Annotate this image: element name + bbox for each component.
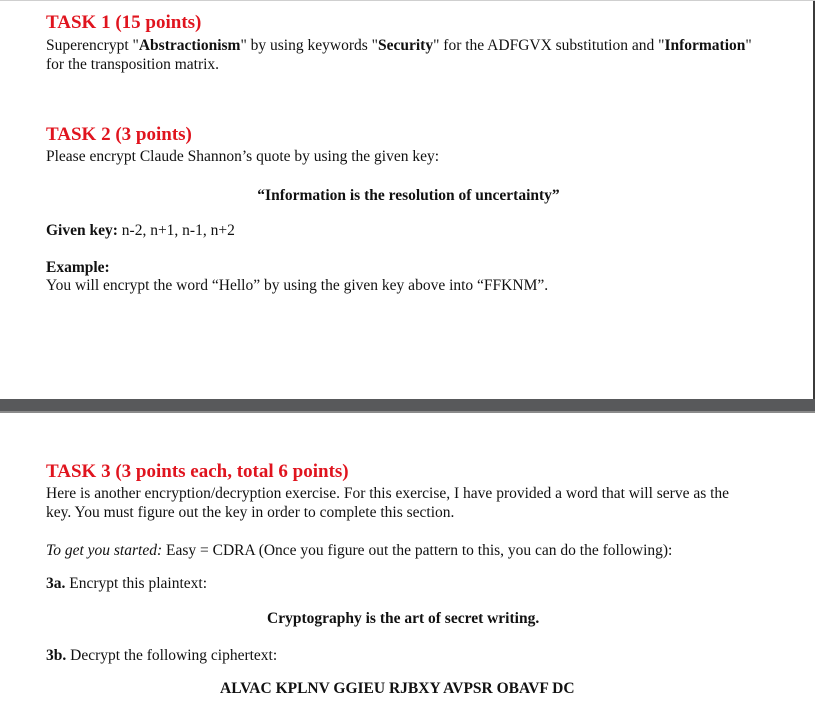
task2-example-label: Example: xyxy=(46,259,110,276)
given-key-value: n-2, n+1, n-1, n+2 xyxy=(117,222,235,239)
started-label: To get you started: xyxy=(46,542,163,559)
task1-title: TASK 1 (15 points) xyxy=(46,12,202,33)
page-separator xyxy=(0,399,815,411)
started-text: Easy = CDRA (Once you figure out the pattern to this, you can do the following): xyxy=(162,542,673,559)
3a-text: Encrypt this plaintext: xyxy=(65,575,208,592)
task2-quote xyxy=(0,186,815,205)
task3-intro-line1: Here is another encryption/decryption exercise. For this exercise, I have provided a word that will serve as the xyxy=(46,485,730,502)
task1-text-mid2: " for the ADFGVX substitution and " xyxy=(433,37,665,54)
task1-text-end: " xyxy=(745,37,752,54)
task1-keyword-information: Information xyxy=(664,37,746,54)
task3-3a xyxy=(46,574,207,593)
task1-word: Abstractionism xyxy=(138,37,241,54)
document-page-2 xyxy=(0,413,815,716)
task1-line2: for the transposition matrix. xyxy=(46,56,220,73)
given-key-label: Given key: xyxy=(46,222,118,239)
3b-ciphertext: ALVAC KPLNV GGIEU RJBXY AVPSR OBAVF DC xyxy=(220,680,575,697)
task3-started xyxy=(46,541,672,560)
task2-example-text: You will encrypt the word “Hello” by using the given key above into “FFKNM”. xyxy=(46,277,549,294)
task2-given-key xyxy=(46,221,235,240)
task3-title: TASK 3 (3 points each, total 6 points) xyxy=(46,461,349,482)
task1-keyword-security: Security xyxy=(377,37,434,54)
3a-plaintext: Cryptography is the art of secret writing. xyxy=(267,610,540,627)
task3-intro-line2: key. You must figure out the key in order to complete this section. xyxy=(46,504,455,521)
task1-text-pre: Superencrypt " xyxy=(46,37,139,54)
3b-label: 3b. xyxy=(46,647,67,664)
task2-quote-text: “Information is the resolution of uncertainty” xyxy=(257,187,560,204)
task2-title: TASK 2 (3 points) xyxy=(46,124,192,145)
task1-line1 xyxy=(46,36,752,55)
task2-instruction: Please encrypt Claude Shannon’s quote by using the given key: xyxy=(46,148,440,165)
3a-label: 3a. xyxy=(46,575,66,592)
3b-text: Decrypt the following ciphertext: xyxy=(66,647,278,664)
task1-text-mid: " by using keywords " xyxy=(240,37,378,54)
task3-3b xyxy=(46,646,277,665)
